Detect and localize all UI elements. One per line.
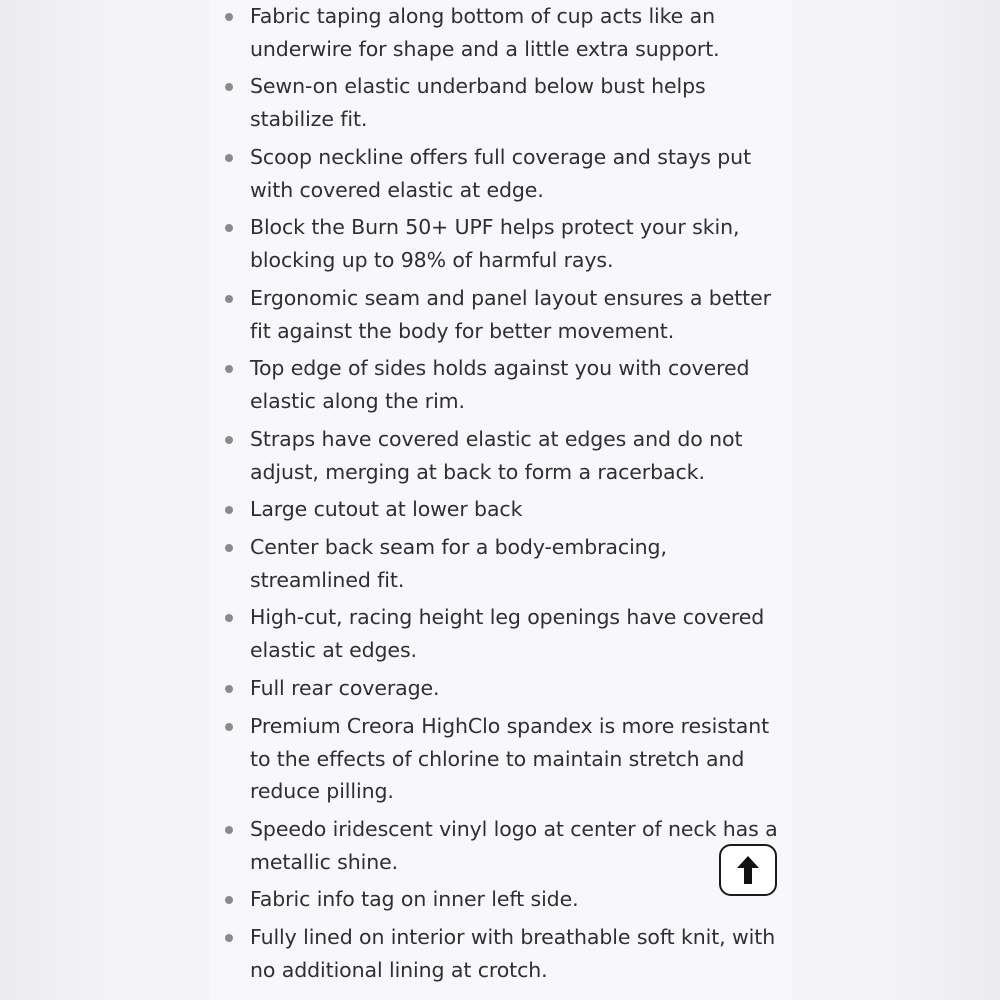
feature-item: Scoop neckline offers full coverage and stays put with covered elastic at edge. [210, 141, 792, 206]
feature-item: Speedo iridescent vinyl logo at center of neck has a metallic shine. [210, 813, 792, 878]
scroll-to-top-button[interactable] [719, 844, 777, 896]
feature-item: Center back seam for a body-embracing, streamlined fit. [210, 531, 792, 596]
feature-item: High-cut, racing height leg openings have covered elastic at edges. [210, 601, 792, 666]
feature-item: Top edge of sides holds against you with covered elastic along the rim. [210, 352, 792, 417]
feature-item: Sewn-on elastic underband below bust helps stabilize fit. [210, 70, 792, 135]
feature-item: Straps have covered elastic at edges and do not adjust, merging at back to form a racerback. [210, 423, 792, 488]
arrow-up-icon [735, 854, 761, 886]
feature-item: Large cutout at lower back [210, 493, 526, 526]
feature-item: Fabric info tag on inner left side. [210, 883, 583, 916]
feature-item: Fabric taping along bottom of cup acts like an underwire for shape and a little extra support. [210, 0, 792, 65]
feature-item: Block the Burn 50+ UPF helps protect your skin, blocking up to 98% of harmful rays. [210, 211, 792, 276]
feature-item: Fully lined on interior with breathable soft knit, with no additional lining at crotch. [210, 921, 792, 986]
feature-item: Full rear coverage. [210, 672, 443, 705]
feature-item: Ergonomic seam and panel layout ensures a better fit against the body for better movement. [210, 282, 792, 347]
feature-item: Premium Creora HighClo spandex is more resistant to the effects of chlorine to maintain stretch and reduce pilling. [210, 710, 792, 808]
product-details-panel [210, 0, 792, 1000]
